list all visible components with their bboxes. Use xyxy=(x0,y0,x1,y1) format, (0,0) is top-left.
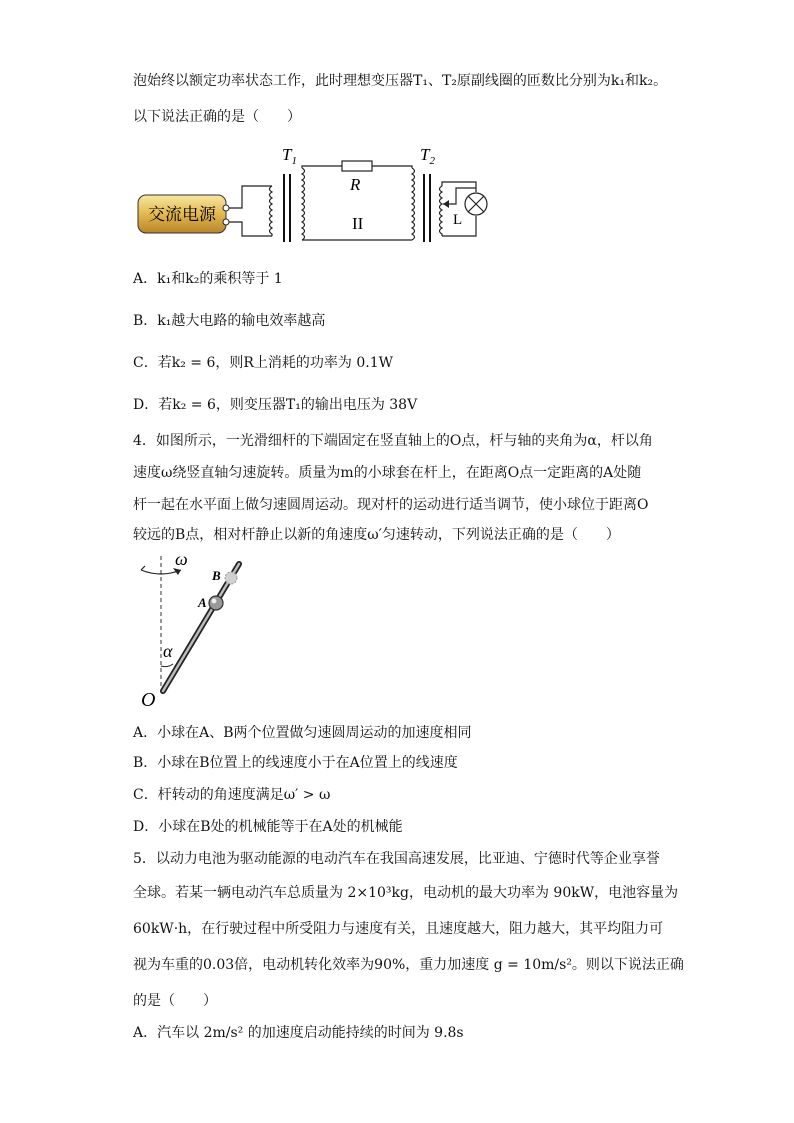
t2-secondary-coil xyxy=(440,186,443,236)
omega-label: ω xyxy=(175,549,188,569)
q4-option-b: B．小球在B位置上的线速度小于在A位置上的线速度 xyxy=(133,755,458,771)
q4-option-c: C．杆转动的角速度满足ω′ > ω xyxy=(133,787,331,803)
ball-a xyxy=(209,596,223,610)
t2-label: $T_2$ xyxy=(420,145,435,167)
q5-stem-line-2: 全球。若某一辆电动汽车总质量为 2×10³kg，电动机的最大功率为 90kW，电池容量为 xyxy=(133,885,679,901)
t1-label: $T_1$ xyxy=(282,145,297,167)
q4-option-a: A．小球在A、B两个位置做匀速圆周运动的加速度相同 xyxy=(133,725,472,741)
loop-label: II xyxy=(352,214,364,233)
q5-stem-line-4: 视为车重的0.03倍，电动机转化效率为90%，重力加速度 g = 10m/s²。则以下说法正确 xyxy=(133,957,684,973)
q5-option-a: A．汽车以 2m/s² 的加速度启动能持续的时间为 9.8s xyxy=(133,1025,464,1041)
resistor-label: R xyxy=(350,175,361,194)
q3-intro-line-1: 泡始终以额定功率状态工作，此时理想变压器T₁、T₂原副线圈的匝数比分别为k₁和k₂。 xyxy=(133,73,668,89)
q3-option-b: B．k₁越大电路的输电效率越高 xyxy=(133,313,326,329)
t1-primary-coil xyxy=(270,186,273,236)
lamp-label: L xyxy=(453,212,463,228)
origin-label: O xyxy=(141,689,156,711)
t1-secondary-coil xyxy=(302,168,305,240)
slider-arrow xyxy=(443,200,449,208)
resistor-r xyxy=(342,161,372,171)
q5-stem-line-1: 5．以动力电池为驱动能源的电动汽车在我国高速发展，比亚迪、宁德时代等企业享誉 xyxy=(133,851,660,867)
q4-stem-line-4: 较远的B点，相对杆静止以新的角速度ω′匀速转动，下列说法正确的是（ ） xyxy=(133,527,620,543)
q4-stem-line-2: 速度ω绕竖直轴匀速旋转。质量为m的小球套在杆上，在距离O点一定距离的A处随 xyxy=(133,465,642,481)
alpha-label: α xyxy=(163,641,173,661)
q3-option-d: D．若k₂ = 6，则变压器T₁的输出电压为 38V xyxy=(133,397,418,413)
q4-stem-line-3: 杆一起在水平面上做匀速圆周运动。现对杆的运动进行适当调节，使小球位于距离O xyxy=(133,497,649,513)
rotating-rod-diagram xyxy=(105,548,265,713)
q3-option-a: A．k₁和k₂的乘积等于 1 xyxy=(133,271,283,287)
q5-stem-line-5: 的是（ ） xyxy=(133,993,217,1009)
ac-source-label: 交流电源 xyxy=(148,205,216,224)
q4-stem-line-1: 4．如图所示，一光滑细杆的下端固定在竖直轴上的O点，杆与轴的夹角为α，杆以角 xyxy=(133,433,653,449)
q3-intro-line-2: 以下说法正确的是（ ） xyxy=(133,109,301,125)
transformer-circuit-diagram xyxy=(130,138,500,248)
q4-option-d: D．小球在B处的机械能等于在A处的机械能 xyxy=(133,819,403,835)
q3-option-c: C．若k₂ = 6，则R上消耗的功率为 0.1W xyxy=(133,355,393,371)
q5-stem-line-3: 60kW·h，在行驶过程中所受阻力与速度有关，且速度越大，阻力越大，其平均阻力可 xyxy=(133,921,664,937)
label-a: A xyxy=(198,595,207,610)
t2-primary-coil xyxy=(412,168,415,240)
label-b: B xyxy=(212,568,221,583)
ball-b xyxy=(225,572,237,584)
